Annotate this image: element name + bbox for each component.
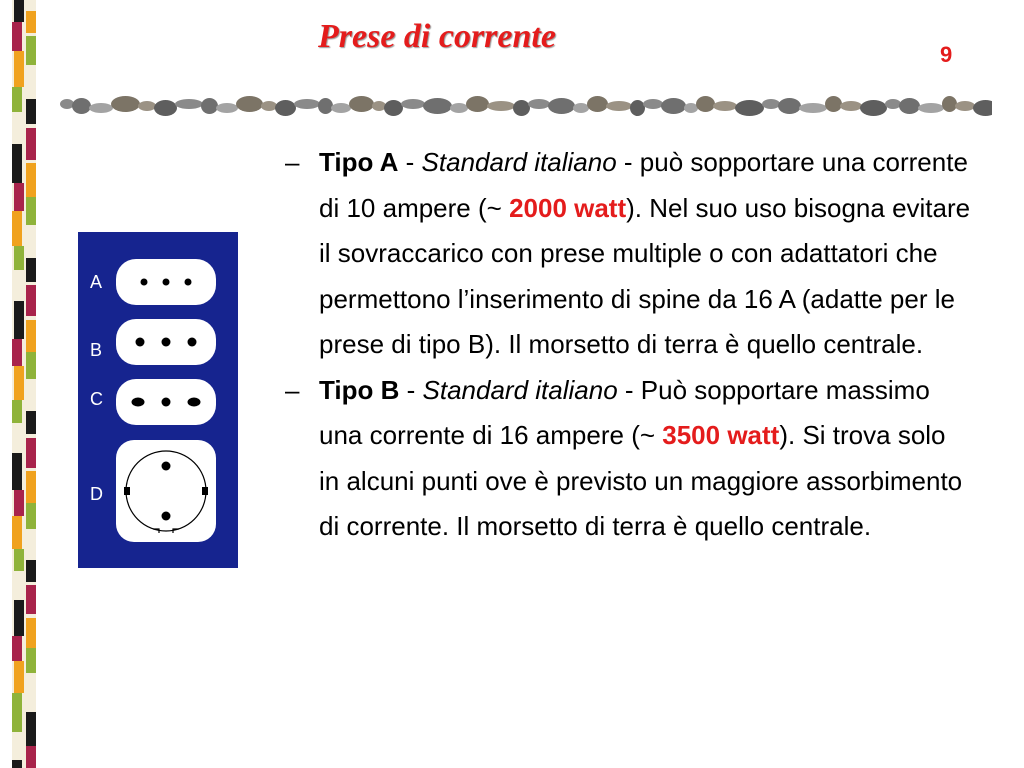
divider-stone — [735, 100, 764, 116]
strip-block — [14, 301, 24, 339]
divider-stone — [318, 98, 333, 114]
strip-block — [12, 339, 22, 366]
outlet-types-figure — [78, 232, 238, 568]
strip-block — [14, 549, 24, 571]
outlet-label-c: C — [90, 389, 103, 409]
socket-d — [116, 440, 216, 542]
divider-stone — [885, 99, 901, 109]
divider-stone — [236, 96, 263, 112]
outlet-label-d: D — [90, 484, 103, 504]
divider-stone — [261, 101, 277, 111]
socket-a — [116, 259, 216, 305]
strip-block — [14, 0, 24, 22]
strip-block — [12, 87, 22, 112]
strip-block — [12, 211, 22, 246]
strip-block — [26, 746, 36, 768]
strip-block — [26, 163, 36, 202]
socket-b — [116, 319, 216, 365]
divider-stone — [942, 96, 957, 112]
strip-block — [12, 270, 22, 301]
strip-block — [26, 648, 36, 673]
divider-stone — [955, 101, 975, 111]
type-label: Tipo A — [319, 147, 399, 177]
divider-stone — [762, 99, 780, 109]
divider-stone — [973, 100, 992, 116]
divider-stone — [89, 103, 113, 113]
divider-stone — [111, 96, 140, 112]
divider-stone — [384, 100, 403, 116]
strip-block — [26, 560, 36, 582]
divider-stone — [587, 96, 608, 112]
strip-block — [26, 228, 36, 263]
bullet-dash: – — [285, 374, 300, 405]
divider-stone — [713, 101, 737, 111]
strip-block — [14, 366, 24, 400]
divider-stone — [201, 98, 218, 114]
strip-block — [14, 490, 24, 516]
outlet-label-b: B — [90, 340, 103, 360]
description-text: ). Si trova solo in alcuni punti ove è previsto un maggiore assorbimento di corrente. Il morsetto di terra è quello centrale. — [319, 420, 963, 541]
strip-block — [26, 285, 36, 316]
strip-block — [26, 677, 36, 709]
watt-highlight: 2000 watt — [509, 192, 627, 223]
divider-stone — [331, 103, 351, 113]
strip-block — [26, 258, 36, 282]
divider-stone — [860, 100, 887, 116]
strip-block — [14, 51, 24, 87]
divider-stone — [840, 101, 862, 111]
standard-label: Standard italiano — [421, 147, 617, 177]
strip-block — [14, 183, 24, 211]
divider-stone — [372, 101, 386, 111]
strip-block — [26, 438, 36, 468]
strip-block — [26, 503, 36, 529]
divider-stone — [466, 96, 489, 112]
strip-block — [12, 760, 22, 768]
strip-block — [14, 661, 24, 693]
separator: - — [398, 147, 422, 177]
strip-block — [26, 128, 36, 160]
divider-stone — [661, 98, 686, 114]
bullet-dash: – — [285, 147, 300, 177]
divider-stone — [154, 100, 177, 116]
divider-stone — [60, 99, 74, 109]
strip-block — [14, 112, 24, 144]
strip-block — [26, 197, 36, 225]
description-text: ). Nel suo uso bisogna evitare il sovraccarico con prese multiple o con adattatori che permettono l’inserimento di spine da 16 A (adatte per le prese di tipo B). Il morsetto di terra è quello centrale. — [319, 192, 971, 359]
strip-block — [12, 693, 22, 732]
divider-stone — [918, 103, 944, 113]
strip-block — [14, 423, 24, 453]
divider-stone — [513, 100, 530, 116]
strip-block — [14, 246, 24, 270]
strip-block — [12, 144, 22, 183]
bullet-tipo-b — [285, 368, 971, 550]
outlet-label-a: A — [90, 272, 103, 292]
strip-block — [26, 99, 36, 124]
divider-stone — [643, 99, 663, 109]
divider-stone — [825, 96, 842, 112]
divider-stone — [175, 99, 203, 109]
divider-stone — [216, 103, 238, 113]
socket-c — [116, 379, 216, 425]
page-number: 9 — [940, 42, 953, 67]
strip-block — [26, 585, 36, 614]
stone-divider — [56, 92, 992, 120]
description-text: - può sopportare una corrente di 10 ampere (~ — [319, 147, 968, 223]
divider-stone — [573, 103, 589, 113]
divider-stone — [423, 98, 452, 114]
bullet-tipo-a — [285, 140, 971, 368]
divider-stone — [630, 100, 645, 116]
divider-stone — [487, 101, 515, 111]
standard-label: Standard italiano — [422, 374, 618, 405]
strip-block — [26, 11, 36, 33]
divider-stone — [275, 100, 296, 116]
slide-title: Prese di corrente — [318, 18, 556, 55]
divider-stone — [528, 99, 550, 109]
strip-block — [26, 352, 36, 379]
decorative-left-strip — [0, 0, 44, 768]
strip-block — [26, 712, 36, 751]
divider-stone — [72, 98, 91, 114]
divider-stone — [799, 103, 827, 113]
strip-block — [12, 636, 22, 661]
strip-block — [12, 22, 22, 51]
divider-stone — [294, 99, 320, 109]
divider-stone — [138, 101, 156, 111]
divider-stone — [548, 98, 575, 114]
divider-stone — [696, 96, 715, 112]
strip-block — [14, 732, 24, 760]
strip-block — [12, 516, 22, 549]
divider-stone — [349, 96, 374, 112]
watt-highlight: 3500 watt — [662, 420, 780, 450]
strip-block — [12, 400, 22, 423]
divider-stone — [606, 101, 632, 111]
description-text: - Può sopportare massimo una corrente di 16 ampere (~ — [319, 374, 930, 450]
strip-block — [26, 471, 36, 508]
divider-stone — [401, 99, 425, 109]
strip-block — [26, 36, 36, 65]
separator: - — [399, 374, 423, 405]
divider-stone — [684, 103, 698, 113]
strip-block — [26, 411, 36, 434]
content-area — [285, 140, 985, 550]
strip-block — [12, 453, 22, 490]
divider-stone — [778, 98, 801, 114]
type-label: Tipo B — [319, 374, 400, 405]
divider-stone — [899, 98, 920, 114]
strip-block — [14, 600, 24, 636]
divider-stone — [450, 103, 468, 113]
strip-block — [12, 571, 22, 600]
